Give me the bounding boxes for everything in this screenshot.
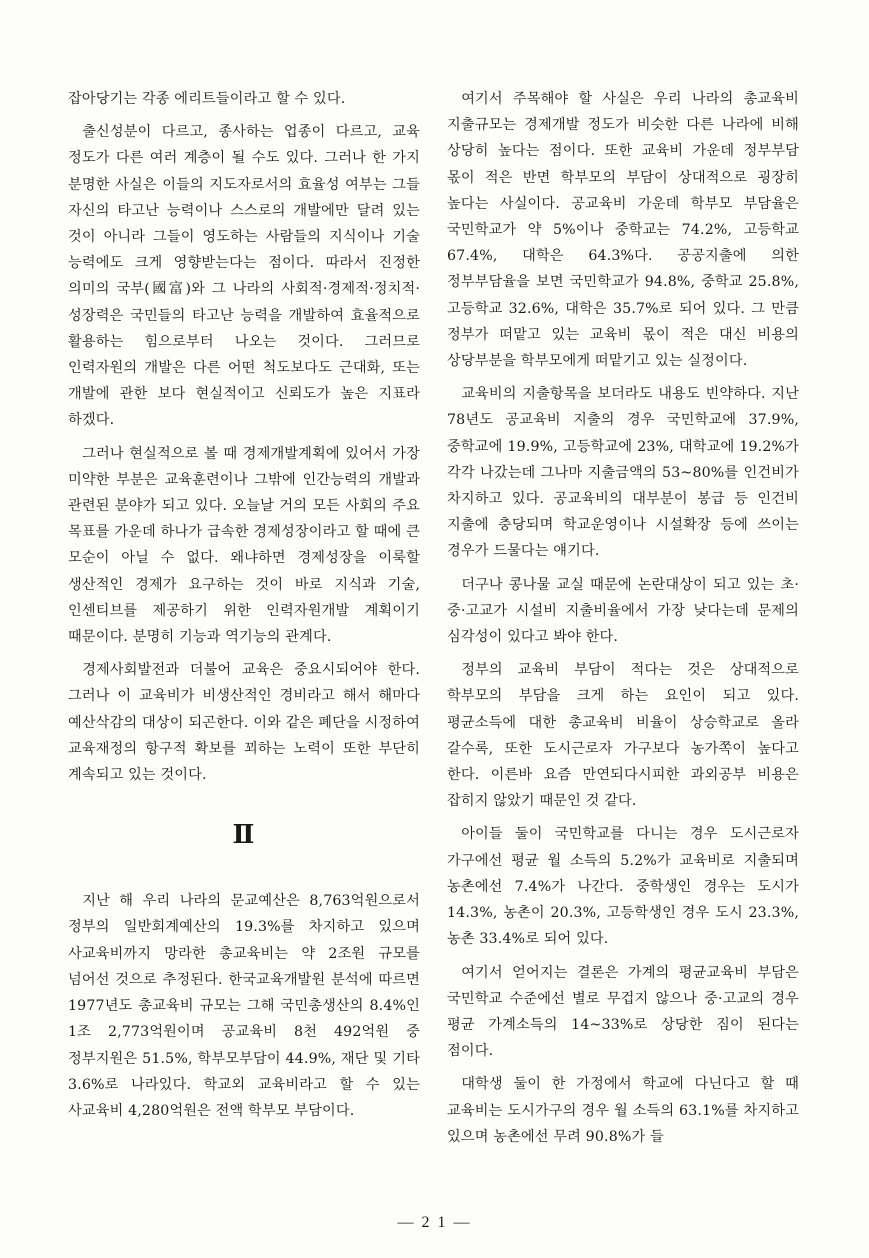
paragraph: 대학생 둘이 한 가정에서 학교에 다닌다고 할 때 교육비는 도시가구의 경우 월 소득의 63.1%를 차지하고 있으며 농촌에선 무려 90.8%가 들 — [447, 1076, 799, 1145]
paragraph: 경제사회발전과 더불어 교육은 중요시되어야 한다. 그러나 이 교육비가 비생산적인 경비라고 해서 해마다 예산삭감의 대상이 되곤한다. 이와 같은 폐단을 시정하여 교육재정의 항구적 확보를 꾀하는 노력이 또한 부단히 계속되고 있는 것이다. — [68, 662, 420, 784]
section-heading-roman-numeral: Ⅱ — [232, 820, 256, 850]
paragraph: 잡아당기는 각종 에리트들이라고 할 수 있다. — [68, 91, 346, 107]
paragraph: 정부의 교육비 부담이 적다는 것은 상대적으로 학부모의 부담을 크게 하는 요인이 되고 있다. 평균소득에 대한 총교육비 비율이 상승학교로 올라 갈수록, 또한 도시근로자 가구보다 농가쪽이 높다고 한다. 이른바 요즘 만연되다시피한 과외공부 비용은 잡히지 않았기 때문인 것 같다. — [447, 662, 799, 810]
paragraph: 여기서 주목해야 할 사실은 우리 나라의 총교육비 지출규모는 경제개발 정도가 비슷한 다른 나라에 비해 상당히 높다는 점이다. 또한 교육비 가운데 정부부담 몫이 적은 반면 학부모의 부담이 상대적으로 굉장히 높다는 사실이다. 공교육비 가운데 학부모 부담율은 국민학교가 약 5%이나 중학교는 74.2%, 고등학교 67.4%, 대학은 64.3%다. 공공지출에 의한 정부부담율을 보면 국민학교가 94.8%, 중학교 25.8%, 고등학교 32.6%, 대학은 35.7%로 되어 있다. 그 만큼 정부가 떠맡고 있는 교육비 몫이 적은 대신 비용의 상당부분을 학부모에게 떠맡기고 있는 실정이다. — [447, 91, 799, 370]
paragraph: 아이들 둘이 국민학교를 다니는 경우 도시근로자 가구에선 평균 월 소득의 5.2%가 교육비로 지출되며 농촌에선 7.4%가 나간다. 중학생인 경우는 도시가 14.3%, 농촌이 20.3%, 고등학생인 경우 도시 23.3%, 농촌 33.4%로 되어 있다. — [447, 826, 799, 948]
paragraph: 그러나 현실적으로 볼 때 경제개발계획에 있어서 가장 미약한 부분은 교육훈련이나 그밖에 인간능력의 개발과 관련된 분야가 되고 있다. 오늘날 거의 모든 사회의 주요 목표를 가운데 하나가 급속한 경제성장이라고 할 때에 큰 모순이 아닐 수 없다. 왜냐하면 경제성장을 이룩할 생산적인 경제가 요구하는 것이 바로 지식과 기술, 인센티브를 제공하기 위한 인력자원개발 계획이기 때문이다. 분명히 기능과 역기능의 관계다. — [68, 445, 420, 646]
paragraph: 지난 해 우리 나라의 문교예산은 8,763억원으로서 정부의 일반회계예산의 19.3%를 차지하고 있으며 사교육비까지 망라한 총교육비는 약 2조원 규모를 넘어선 것으로 추정된다. 한국교육개발원 분석에 따르면 1977년도 총교육비 규모는 그해 국민총생산의 8.4%인 1조 2,773억원이며 공교육비 8천 492억원 중 정부지원은 51.5%, 학부모부담이 44.9%, 재단 및 기타 3.6%로 나라있다. 학교외 교육비라고 할 수 있는 사교육비 4,280억원은 전액 학부모 부담이다. — [68, 893, 420, 1119]
paragraph: 교육비의 지출항목을 보더라도 내용도 빈약하다. 지난 78년도 공교육비 지출의 경우 국민학교에 37.9%, 중학교에 19.9%, 고등학교에 23%, 대학교에 19.2%가 각각 나갔는데 그나마 지출금액의 53~80%를 인건비가 차지하고 있다. 공교육비의 대부분이 봉급 등 인건비 지출에 충당되며 학교운영이나 시설확장 등에 쓰이는 경우가 드물다는 얘기다. — [447, 386, 799, 560]
left-text-column — [68, 86, 420, 1131]
right-text-column — [447, 86, 799, 1157]
page-number: — 2 1 — — [397, 1214, 472, 1231]
paragraph: 여기서 얻어지는 결론은 가계의 평균교육비 부담은 국민학교 수준에선 별로 무겁지 않으나 중·고교의 경우 평균 가계소득의 14~33%로 상당한 짐이 된다는 점이다. — [447, 964, 799, 1060]
paragraph: 출신성분이 다르고, 종사하는 업종이 다르고, 교육 정도가 다른 여러 계층이 될 수도 있다. 그러나 한 가지 분명한 사실은 이들의 지도자로서의 효율성 여부는 그들 자신의 타고난 능력이나 스스로의 개발에만 달려 있는 것이 아니라 그들이 영도하는 사람들의 지식이나 기술 능력에도 크게 영향받는다는 점이다. 따라서 진정한 의미의 국부(國富)와 그 나라의 사회적·경제적·정치적·성장력은 국민들의 타고난 능력을 개발하여 효율적으로 활용하는 힘으로부터 나오는 것이다. 그러므로 인력자원의 개발은 다른 어떤 척도보다도 근대화, 또는 개발에 관한 보다 현실적이고 신뢰도가 높은 지표라 하겠다. — [68, 124, 420, 429]
paragraph: 더구나 콩나물 교실 때문에 논란대상이 되고 있는 초·중·고교가 시설비 지출비율에서 가장 낮다는데 문제의 심각성이 있다고 봐야 한다. — [447, 576, 799, 646]
